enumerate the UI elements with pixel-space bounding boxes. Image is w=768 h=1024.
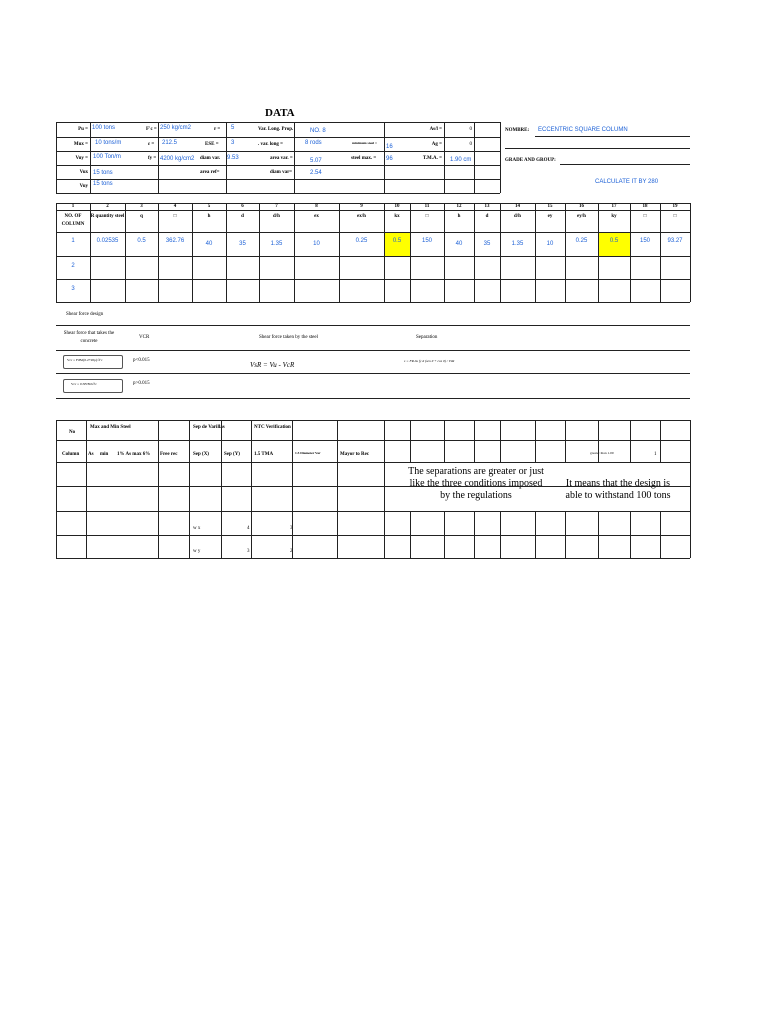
steel-grid-line [565,511,566,558]
fy-label: fy = [148,156,157,161]
steel-grid-line [56,535,690,536]
r-value[interactable]: 5 [231,125,235,131]
table-cell[interactable]: 1.35 [270,241,283,247]
table-cell[interactable]: 35 [239,241,246,247]
vuy-value[interactable]: 100 Ton/m [93,154,121,160]
nombre-value[interactable]: ECCENTRIC SQUARE COLUMN [538,127,628,133]
steel-grid-line [535,420,536,462]
column-number: 11 [424,204,430,209]
table-cell[interactable]: 40 [205,241,213,247]
table-cell[interactable]: 150 [639,238,650,244]
table-line [56,232,690,233]
vuy2-label: Vuy [79,184,88,189]
steel-grid-line [410,420,411,462]
column-number: 16 [579,204,584,209]
column-header: ky [611,214,617,219]
fy-value[interactable]: 4200 kg/cm2 [160,156,195,162]
column-number: 6 [241,204,244,209]
grid-line [56,165,500,166]
pu-label: Pu = [78,127,88,132]
diam-var-value[interactable]: 9.53 [227,155,239,161]
tma-label: T.M.A. = [422,156,442,161]
note-separations: The separations are greater or just like the three conditions imposed by the regulations [408,466,544,501]
diam-label: 1.5 Diameter Var [295,451,321,455]
sep-y-label: Sep (Y) [224,452,240,457]
column-number: 5 [207,204,211,209]
sep-label: Sep de Varillas [193,425,225,430]
steel-grid-line [444,511,445,558]
highlight-ky [599,233,630,256]
steel-grid-line [500,511,501,558]
ntc-label: NTC Verification [254,425,291,430]
area-var-label: area var. = [270,156,293,161]
column-number: 15 [547,204,553,209]
column-header: kx [394,214,400,219]
grid-line [90,122,91,193]
steel-grid-line [474,511,475,558]
steel-grid-line [690,420,691,558]
ec-label: ε = [148,142,155,147]
var-long-value[interactable]: 8 rods [305,140,322,146]
grid-line [56,325,690,326]
steel-grid-line [158,420,159,558]
vuy2-value[interactable]: 15 tons [93,181,113,187]
free-rec-label: Free rec [160,452,178,457]
table-line [56,210,690,211]
ag-value: 0 [469,142,472,147]
vux-value[interactable]: 15 tons [93,170,113,176]
column-number: 4 [173,204,177,209]
column-number: 1 [71,204,75,209]
wy-label: w y [193,549,201,554]
wx-v1: 4 [247,526,250,531]
table-cell[interactable]: 0.25 [355,238,368,244]
min-label: min [100,452,109,457]
table-cell[interactable]: 1.35 [511,241,524,247]
column-header: ey/h [577,214,586,219]
nombre-underline [535,136,690,137]
steel-grid-line [384,420,385,558]
grade-underline [560,164,690,165]
vcr-label: VCR [139,335,150,340]
p2-label: p>0.015 [133,381,150,386]
table-cell[interactable]: 40 [455,241,463,247]
greater-label: greater than 1.00 [590,451,614,455]
grid-line [56,179,500,180]
area-var-value[interactable]: 5.07 [310,158,322,164]
grid-line [500,122,501,193]
mux-label: Mux = [73,142,88,147]
vuy-label: Vuy = [75,156,88,161]
column-label: Column [62,452,80,457]
column-header: d/h [273,214,280,219]
steel-grid-line [292,420,293,558]
steel-grid-line [535,511,536,558]
as-ag-value: 0 [469,127,472,132]
column-header: □ [643,214,647,219]
mux-value[interactable]: 10 tons/m [95,140,122,146]
grid-line [56,151,500,152]
column-number: 8 [315,204,318,209]
column-number: 12 [456,204,462,209]
column-header: d [485,214,489,219]
column-header: h [207,214,211,219]
steel-formula: VsR = Vu - VcR [250,361,295,369]
table-cell[interactable]: 93.27 [667,238,683,244]
steel-grid-line [660,511,661,558]
grid-line [56,122,57,193]
p1-label: p<0.015 [133,358,150,363]
diam-var2-label: diam var= [270,170,293,175]
column-header: ex [314,214,319,219]
no-label: No [69,430,76,435]
column-number: 7 [275,204,278,209]
column-header: □ [425,214,429,219]
column-number: 19 [672,204,678,209]
grid-line [56,350,690,351]
steel-grid-line [86,420,87,558]
table-cell[interactable]: 1 [71,238,75,244]
as-max-label: 1% As max 6% [117,452,151,457]
steel-max-value[interactable]: 96 [386,156,393,162]
table-line [56,302,690,303]
wy-v1: 3 [247,549,250,554]
table-cell[interactable]: 0.5 [392,238,402,244]
formula1: Vcr = FrBd(0.2+20p)√f'c [67,358,103,362]
formula2: Vcr = 0.5FrBd√f'c [71,382,97,386]
ag-label: Ag = [431,142,442,147]
area-ref-label: area ref= [200,170,220,175]
steel-grid-line [598,420,599,462]
min-steel-value[interactable]: 16 [386,144,393,150]
note-withstand: It means that the design is able to withstand 100 tons [565,478,671,501]
column-number: 3 [140,204,143,209]
grid-line [56,193,500,194]
var-long-label: . var. long = [258,142,284,147]
ese-label: ESE = [205,142,219,147]
steel-grid-line [660,420,661,462]
steel-grid-line [56,440,690,441]
column-number: 17 [611,204,617,209]
grid-line [474,122,475,193]
steel-grid-line [56,558,690,559]
table-cell[interactable]: 35 [483,241,491,247]
column-number: 9 [360,204,363,209]
column-header: □ [673,214,677,219]
ec-value[interactable]: 212.5 [162,140,178,146]
maxmin-label: Max and Min Steel [90,425,131,430]
shear-title: Shear force design [66,312,104,317]
steel-max-label: steel max. = [351,156,377,161]
nombre-label: NOMBRE: [505,128,530,133]
fc-value[interactable]: 250 kg/cm2 [160,125,192,131]
fc-label: F'c = [146,127,157,132]
table-cell[interactable]: 0.02535 [96,238,119,244]
table-line [690,203,691,302]
ese-value[interactable]: 3 [231,140,235,146]
column-number: 13 [484,204,490,209]
column-header: □ [173,214,177,219]
blank-underline [505,148,690,149]
steel-grid-line [189,420,190,558]
steel-grid-line [500,420,501,462]
column-number: 10 [394,204,400,209]
table-cell[interactable]: 0.5 [137,238,146,244]
steel-grid-line [444,420,445,462]
vux-label: Vux [79,170,88,175]
steel-grid-line [630,511,631,558]
steel-grid-line [56,420,57,558]
grade-label: GRADE AND GROUP: [505,158,556,163]
highlight-kx [385,233,410,256]
column-number: 14 [515,204,520,209]
var-long-prop-value[interactable]: NO. 8 [310,128,326,134]
wx-label: w x [193,526,201,531]
diam-var-label: diam var. [200,156,221,161]
column-header: d [241,214,244,219]
calculate-note: CALCULATE IT BY 280 [595,179,659,185]
steel-grid-line [221,420,222,558]
table-cell[interactable]: 10 [546,241,554,247]
column-header: d/h [514,214,521,219]
grid-line [56,398,690,399]
tma-label: 1.5 TMA [254,452,274,457]
steel-grid-line [337,420,338,558]
table-cell[interactable]: 150 [421,238,432,244]
separation-label: Separation [416,335,438,340]
steel-grid-line [56,511,690,512]
min-steel-label: minimum steel = [352,141,377,145]
shear-steel-label: Shear force taken by the steel [259,335,319,340]
table-cell[interactable]: 0.25 [575,238,588,244]
steel-grid-line [630,420,631,462]
table-cell[interactable]: 0.5 [609,238,619,244]
var-long-prop-label: Var. Long. Prop. [258,127,294,132]
table-cell[interactable]: 362.76 [165,238,185,244]
grid-line [444,122,445,193]
table-cell[interactable]: 2 [71,263,75,269]
shear-concrete-label: Shear force that takes the concrete [63,331,115,344]
table-cell[interactable]: 10 [313,241,320,247]
column-number: 18 [642,204,648,209]
steel-grid-line [410,511,411,558]
wy-v2: 2 [290,549,293,554]
steel-grid-line [56,462,690,463]
column-header: ey [547,214,553,219]
steel-grid-line [565,420,566,462]
as-label: As [88,452,94,457]
sep-x-label: Sep (X) [193,452,209,457]
mayor-label: Mayor to Rec [340,452,370,457]
table-cell[interactable]: 3 [71,286,75,292]
table-line [56,256,690,257]
grid-line [294,122,295,193]
grid-line [384,122,385,193]
column-header: h [457,214,461,219]
table-line [56,279,690,280]
r-label: r = [214,127,221,132]
diam-var2-value[interactable]: 2.54 [310,170,322,176]
separation-formula: s = FR Av fy d (sen θ + cos θ) / VsR [404,359,455,363]
as-ag-label: As/l = [429,127,442,132]
column-number: 2 [106,204,109,209]
steel-grid-line [474,420,475,462]
grid-line [56,137,500,138]
steel-grid-line [598,511,599,558]
column-header: R quantity steel [90,214,125,219]
greater-value: 1 [654,452,657,457]
steel-grid-line [56,486,690,487]
pu-value[interactable]: 100 tons [92,125,116,131]
steel-grid-line [56,420,690,421]
column-header: q [140,214,143,219]
steel-grid-line [251,420,252,558]
grid-line [158,122,159,193]
wx-v2: 3 [290,526,293,531]
grid-line [56,373,690,374]
page-title: DATA [265,107,295,119]
column-header: NO. OF COLUMN [61,214,85,227]
tma-value[interactable]: 1.90 cm [450,157,472,163]
column-header: ex/h [357,214,366,219]
grid-line [56,122,500,123]
